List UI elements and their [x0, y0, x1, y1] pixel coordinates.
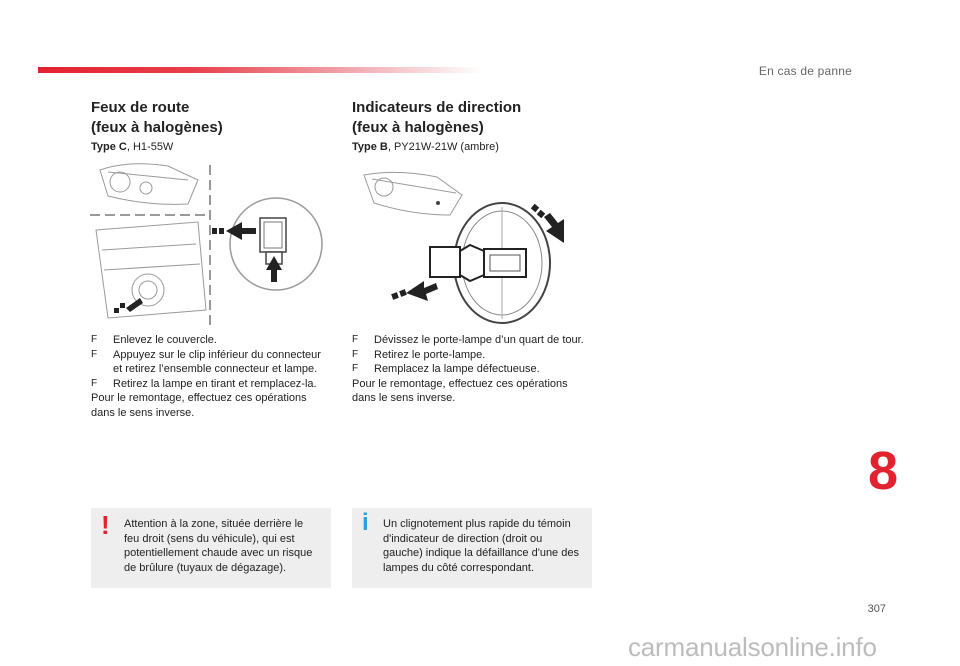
header-accent-bar: [38, 67, 483, 73]
right-section-title: Indicateurs de direction (feux à halogènes): [352, 99, 522, 136]
instruction-step: F Dévissez le porte-lampe d’un quart de tour.: [352, 334, 584, 346]
right-instructions: [352, 333, 602, 406]
reassembly-line: dans le sens inverse.: [352, 392, 456, 404]
info-icon: i: [362, 509, 369, 536]
section-title: En cas de panne: [758, 64, 852, 78]
instruction-step: et retirez l’ensemble connecteur et lampe.: [113, 363, 318, 375]
warning-text: Attention à la zone, située derrière le feu droit (sens du véhicule), qui est potentiellement chaude avec un risque de brûlure (tuyaux de dégazage).: [124, 518, 313, 574]
warning-note: [91, 508, 331, 588]
turn-indicator-illustration: [352, 165, 587, 325]
reassembly-line: Pour le remontage, effectuez ces opérations: [91, 392, 307, 404]
instruction-step: F Enlevez le couvercle.: [91, 334, 217, 346]
left-instructions: [91, 333, 341, 420]
info-text: Un clignotement plus rapide du témoin d'indicateur de direction (droit ou gauche) indique la défaillance d'une des lampes du côté correspondant.: [383, 518, 579, 574]
watermark: carmanualsonline.info: [628, 632, 877, 662]
instruction-step: F Remplacez la lampe défectueuse.: [352, 363, 540, 375]
instruction-step: F Retirez le porte-lampe.: [352, 348, 486, 361]
right-bulb-type: Type B, PY21W-21W (ambre): [352, 141, 499, 153]
chapter-number: 8: [867, 441, 898, 501]
instruction-step: F Appuyez sur le clip inférieur du connecteur: [91, 348, 321, 361]
left-section-title: Feux de route (feux à halogènes): [91, 99, 223, 136]
reassembly-line: Pour le remontage, effectuez ces opérations: [352, 377, 568, 390]
page-number: 307: [867, 603, 886, 615]
reassembly-line: dans le sens inverse.: [91, 406, 195, 419]
headlamp-high-beam-illustration: [88, 160, 333, 330]
instruction-step: F Retirez la lampe en tirant et remplacez-la.: [91, 377, 317, 390]
warning-icon: !: [101, 510, 110, 540]
left-bulb-type: Type C, H1-55W: [91, 141, 174, 153]
info-note: [352, 508, 592, 588]
